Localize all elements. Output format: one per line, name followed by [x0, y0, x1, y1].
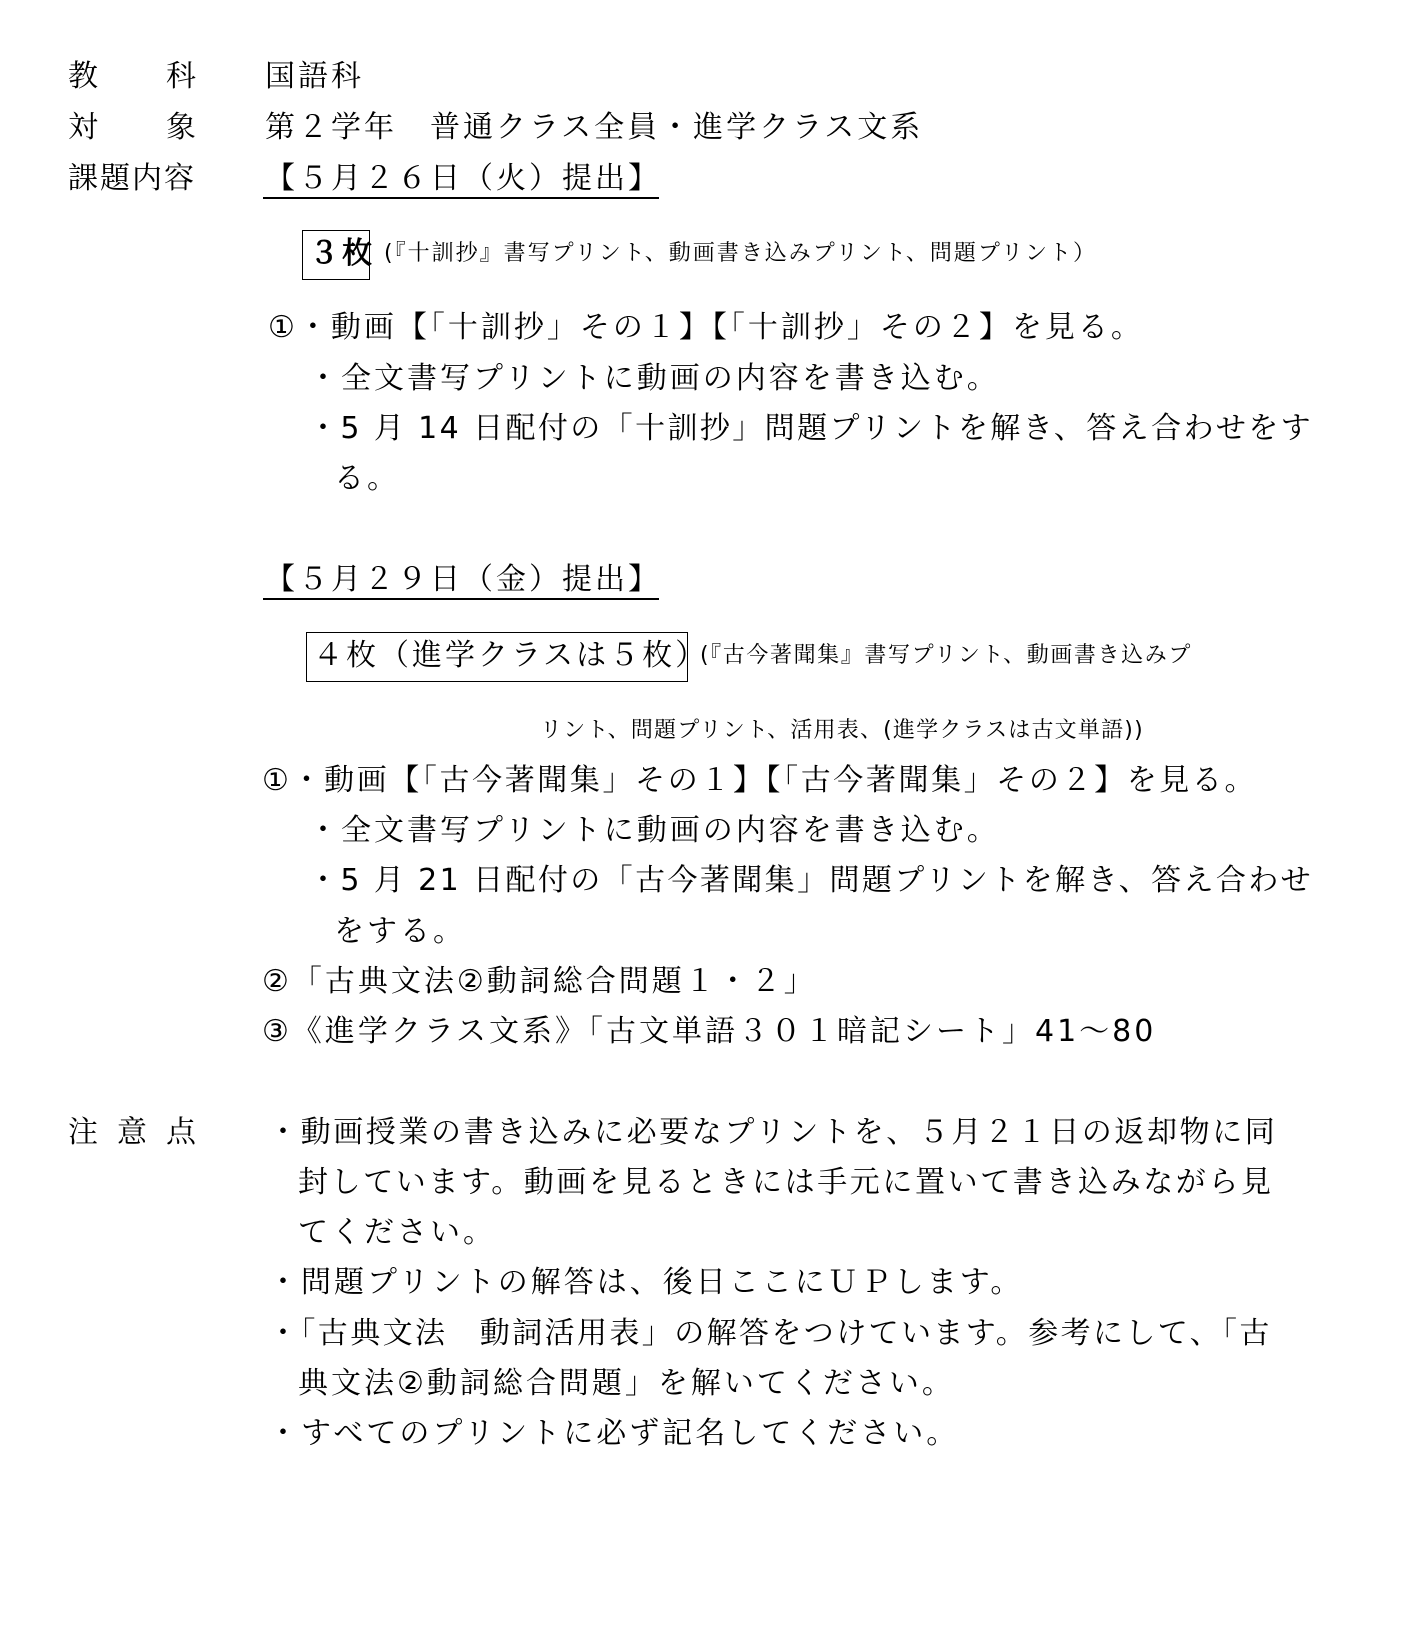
s1-item1-line2: ・全文書写プリントに動画の内容を書き込む。	[308, 361, 1000, 396]
s1-item1-line3: ・5 月 14 日配付の「十訓抄」問題プリントを解き、答え合わせをす	[308, 411, 1314, 446]
deadline-underline-1	[263, 197, 659, 199]
label-notes-char1: 注	[68, 1115, 98, 1150]
note-3-line1: ・「古典文法 動詞活用表」の解答をつけています。参考にして、「古	[268, 1316, 1272, 1351]
deadline-underline-2	[263, 598, 659, 600]
s2-item3: ③《進学クラス文系》「古文単語３０１暗記シート」41～80	[262, 1014, 1157, 1049]
s2-item1-line2: ・全文書写プリントに動画の内容を書き込む。	[308, 813, 1000, 848]
note-3-line2: 典文法②動詞総合問題」を解いてください。	[298, 1366, 955, 1401]
print-count-2: ４枚（進学クラスは５枚）	[313, 638, 709, 673]
s2-item1-line1: ①・動画【「古今著聞集」その１】【「古今著聞集」その２】を見る。	[262, 763, 1258, 798]
label-subject-char2: 科	[166, 59, 196, 94]
s2-item1-line4: をする。	[334, 914, 466, 949]
subject-value: 国語科	[265, 59, 364, 94]
note-1-line1: ・動画授業の書き込みに必要なプリントを、５月２１日の返却物に同	[268, 1115, 1278, 1150]
print-count-1: ３枚	[309, 236, 375, 271]
label-content: 課題内容	[68, 161, 196, 196]
label-notes-char2: 意	[117, 1115, 147, 1150]
deadline-heading-1: 【５月２６日（火）提出】	[265, 161, 661, 196]
s2-item1-line3: ・5 月 21 日配付の「古今著聞集」問題プリントを解き、答え合わせ	[308, 863, 1314, 898]
print-list-2-line1: (『古今著聞集』書写プリント、動画書き込みプ	[700, 643, 1192, 668]
label-subject-char1: 教	[68, 59, 98, 94]
note-1-line3: てください。	[298, 1215, 496, 1250]
label-target-char2: 象	[166, 110, 196, 145]
print-list-2-line2: リント、問題プリント、活用表、(進学クラスは古文単語))	[540, 718, 1144, 743]
note-1-line2: 封しています。動画を見るときには手元に置いて書き込みながら見	[298, 1165, 1274, 1200]
s2-item2: ②「古典文法②動詞総合問題１・２」	[262, 964, 817, 999]
s1-item1-line1: ①・動画【「十訓抄」その１】【「十訓抄」その２】を見る。	[268, 310, 1144, 345]
deadline-heading-2: 【５月２９日（金）提出】	[265, 562, 661, 597]
print-list-1: (『十訓抄』書写プリント、動画書き込みプリント、問題プリント）	[384, 241, 1097, 266]
note-2: ・問題プリントの解答は、後日ここにＵＰします。	[268, 1265, 1024, 1300]
label-target-char1: 対	[68, 110, 98, 145]
target-value: 第２学年 普通クラス全員・進学クラス文系	[265, 110, 924, 145]
s1-item1-line4: る。	[334, 461, 400, 496]
label-notes-char3: 点	[166, 1115, 196, 1150]
note-4: ・すべてのプリントに必ず記名してください。	[268, 1416, 960, 1451]
